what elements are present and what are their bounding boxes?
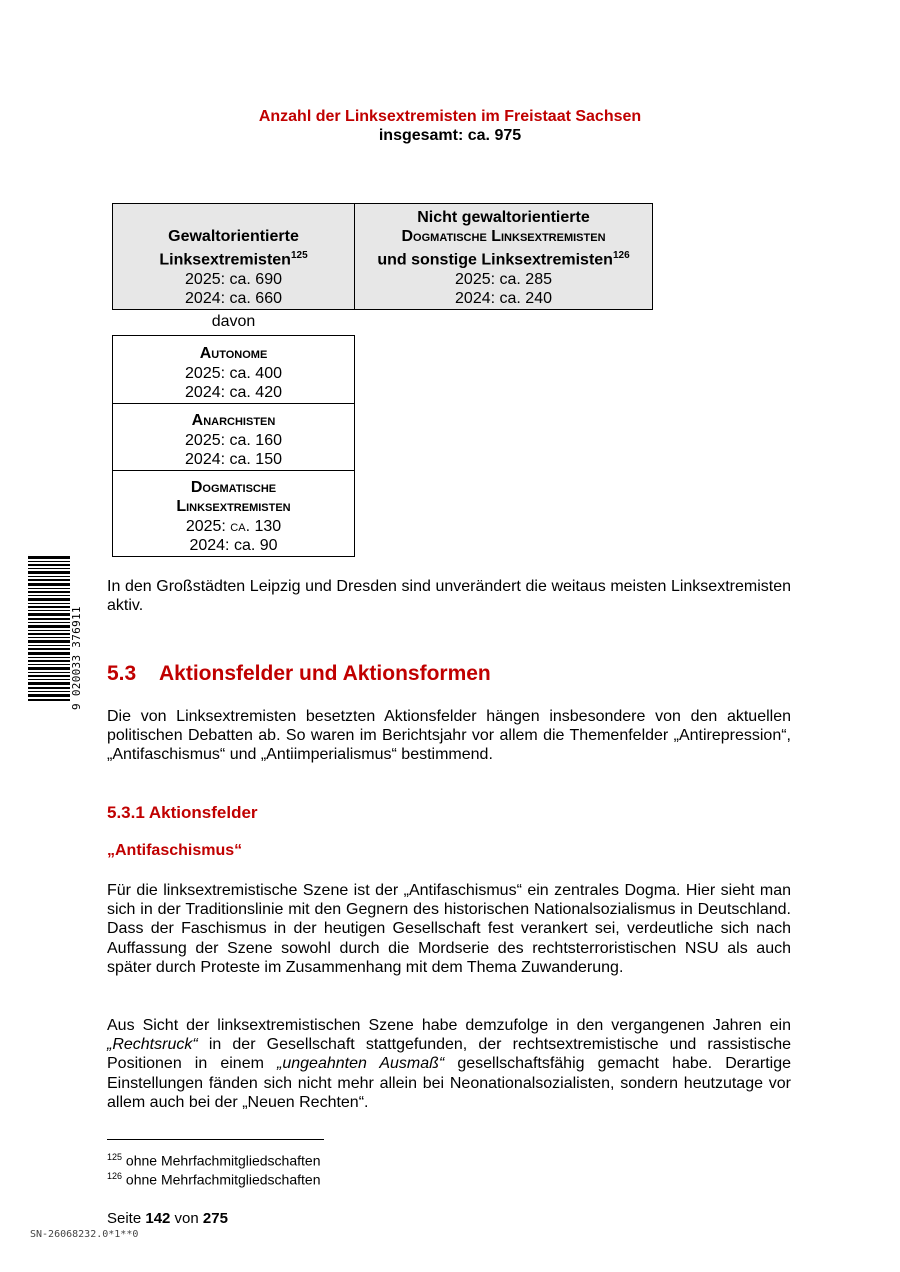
page-number: Seite 142 von 275 [107, 1210, 228, 1227]
box-nonviolent-extremists [354, 203, 653, 310]
box-autonome [112, 335, 355, 404]
davon-label: davon [211, 313, 256, 330]
box-dogmatische-value-2024: 2024: ca. 90 [189, 536, 278, 554]
box-anarchisten-value-2025: 2025: ca. 160 [185, 431, 282, 449]
box-nonviolent-title-1: Nicht gewaltorientierte [417, 208, 590, 226]
footnote-125: $^{125}$ ohne Mehrfachmitgliedschaften [107, 1152, 321, 1169]
box-violent-title-1: Gewaltorientierte [168, 227, 299, 245]
box-violent-value-2024: 2024: ca. 660 [185, 289, 282, 307]
box-autonome-value-2025: 2025: ca. 400 [185, 364, 282, 382]
box-dogmatische [112, 470, 355, 557]
box-violent-value-2025: 2025: ca. 690 [185, 270, 282, 288]
box-autonome-title: Autonome [199, 345, 268, 363]
footnote-126: $^{126}$ ohne Mehrfachmitgliedschaften [107, 1171, 321, 1188]
document-id: SN-26068232.0*1**0 [30, 1229, 139, 1240]
box-nonviolent-value-2025: 2025: ca. 285 [455, 270, 552, 288]
box-anarchisten-value-2024: 2024: ca. 150 [185, 450, 282, 468]
box-anarchisten [112, 403, 355, 471]
footnote-ref-126: 126 [612, 250, 630, 262]
box-nonviolent-title-2: Dogmatische Linksextremisten [401, 227, 606, 245]
barcode-digits: 9 020033 376911 [70, 606, 83, 710]
box-nonviolent-title-3: und sonstige Linksextremisten$^{126}$ [377, 250, 630, 269]
box-dogmatische-title-1: Dogmatische [190, 479, 277, 497]
barcode-image [28, 556, 70, 702]
box-violent-title-2: Linksextremisten$^{125}$ [159, 250, 308, 269]
paragraph-5-3: Die von Linksextremisten besetzten Aktionsfelder hängen insbesondere von den aktuellen politischen Debatten ab. So waren im Berichtsjahr vor allem die Themenfelder „Antirepression“, „Antifaschismus“ und „Antiimperialismus“ bestimmend. [107, 708, 791, 764]
paragraph-cities: In den Großstädten Leipzig und Dresden sind unverändert die weitaus meisten Linksextremisten aktiv. [107, 578, 791, 615]
box-dogmatische-value-2025: 2025: ca. 130 [185, 517, 282, 535]
footnote-separator [107, 1139, 324, 1140]
section-heading-5-3-1: 5.3.1 Aktionsfelder [107, 803, 258, 822]
paragraph-antifa-2: Aus Sicht der linksextremistischen Szene habe demzufolge in den vergangenen Jahren ein „Rechtsruck“ in der Gesellschaft stattgefunden, der rechtsextremistische und rassistische Positionen in einem „ungeahnten Ausmaß“ gesellschaftsfähig gemacht habe. Derartige Einstellungen fänden sich nicht mehr allein bei Neonationalsozialisten, sondern heutzutage vor allem auch bei der „Neuen Rechten“. [107, 1017, 791, 1111]
box-dogmatische-title-2: Linksextremisten [176, 498, 291, 516]
box-autonome-value-2024: 2024: ca. 420 [185, 383, 282, 401]
section-heading-5-3: 5.3 Aktionsfelder und Aktionsformen [107, 662, 491, 685]
box-anarchisten-title: Anarchisten [191, 412, 276, 430]
subheading-antifaschismus: „Antifaschismus“ [107, 842, 243, 859]
paragraph-antifa-1: Für die linksextremistische Szene ist der „Antifaschismus“ ein zentrales Dogma. Hier sieht man sich in der Traditionslinie mit den Gegnern des historischen Nationalsozialismus in Deutschland. Dass der Faschismus in der heutigen Gesellschaft fest verankert sei, verdeutliche sich nach Auffassung der Szene sowohl durch die Mordserie des rechtsterroristischen NSU als auch später durch Proteste im Zusammenhang mit dem Thema Zuwanderung. [107, 882, 791, 976]
box-violent-extremists [112, 203, 355, 310]
chart-title: Anzahl der Linksextremisten im Freistaat Sachsen [258, 108, 642, 125]
chart-subtitle: insgesamt: ca. 975 [378, 127, 522, 144]
box-nonviolent-value-2024: 2024: ca. 240 [455, 289, 552, 307]
footnote-ref-125: 125 [290, 250, 308, 262]
